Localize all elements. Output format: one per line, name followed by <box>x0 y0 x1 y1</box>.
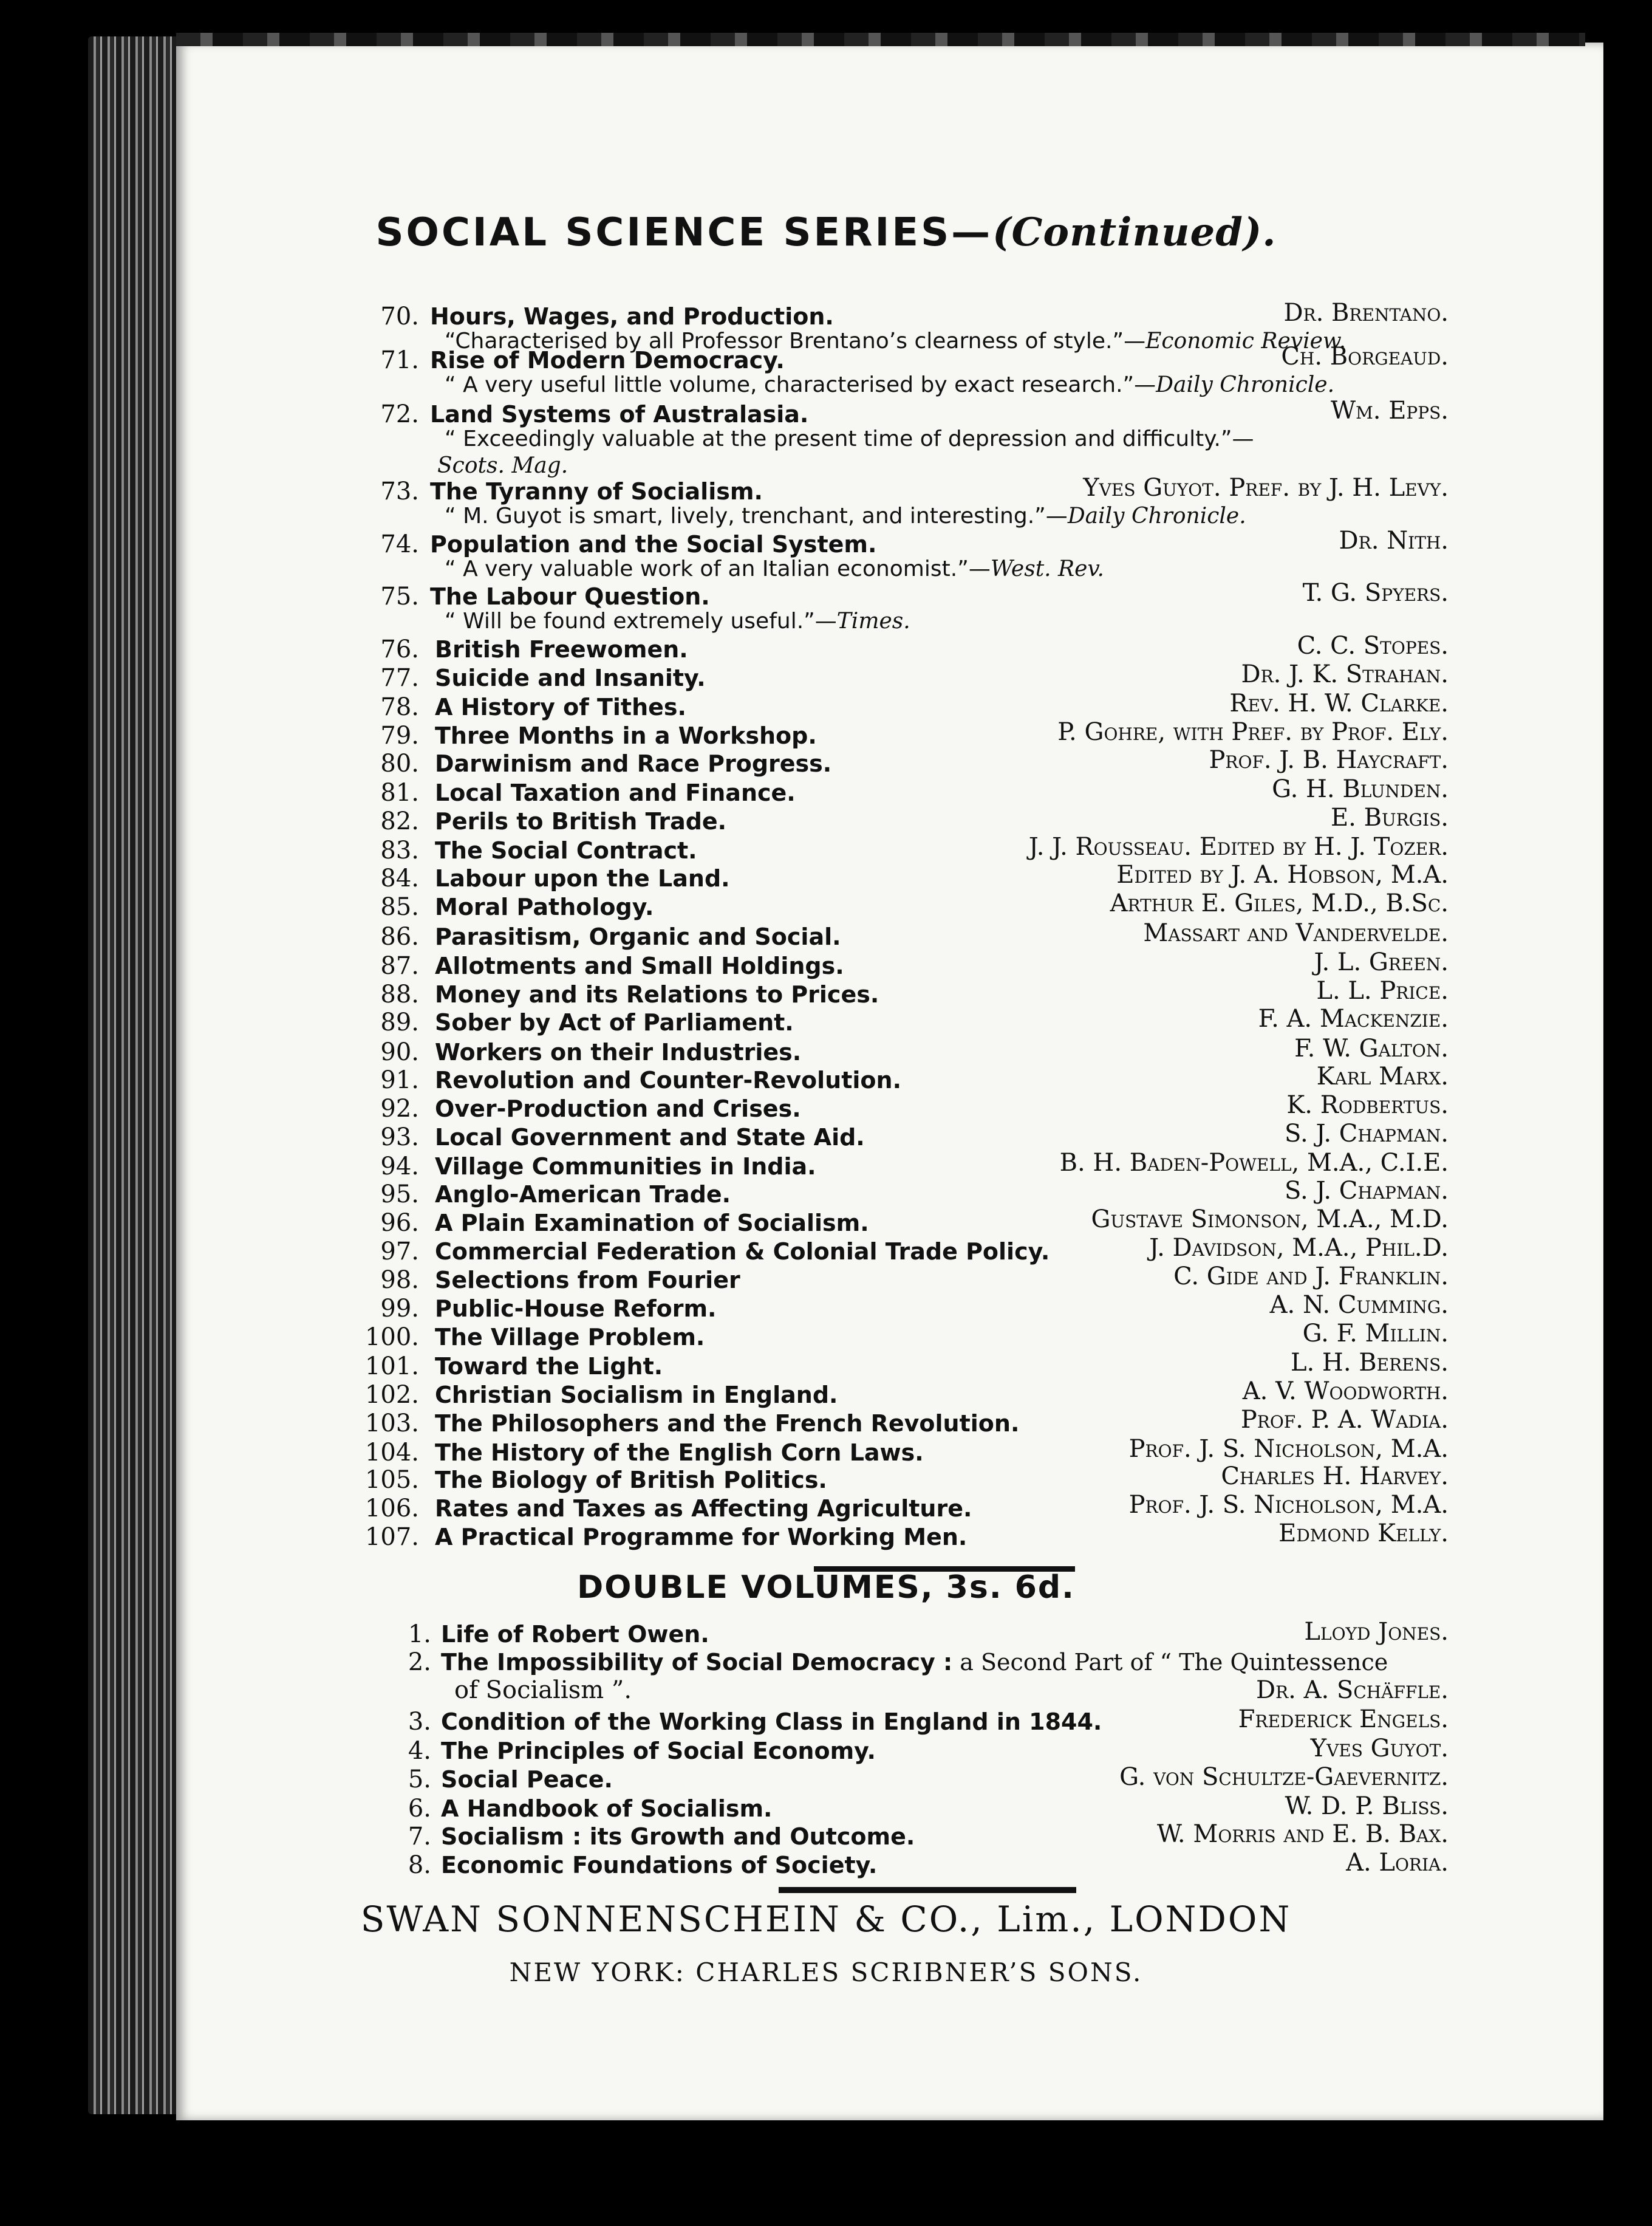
entry-title: The Village Problem. <box>435 1324 705 1351</box>
entry-number: 79. <box>380 722 419 750</box>
entry-author: Dr. Brentano. <box>1283 299 1449 327</box>
review-text: “ Will be found extremely useful.”— <box>445 609 837 634</box>
entry-title: Perils to British Trade. <box>435 808 727 835</box>
entry-title: The Tyranny of Socialism. <box>430 478 763 505</box>
entry-number: 96. <box>380 1209 419 1237</box>
double-volume-entry <box>0 1707 1652 1736</box>
review-source: Daily Chronicle. <box>1067 504 1246 529</box>
entry-author: G. H. Blunden. <box>1272 775 1449 803</box>
entry-title: Population and the Social System. <box>430 531 877 558</box>
entry-number: 98. <box>380 1266 419 1294</box>
entry-title: The Social Contract. <box>435 837 697 864</box>
double-volumes-heading: DOUBLE VOLUMES, 3s. 6d. <box>577 1569 1075 1606</box>
entry-title: Parasitism, Organic and Social. <box>435 923 841 950</box>
series-entry <box>0 889 1652 922</box>
entry-author: J. J. Rousseau. Edited by H. J. Tozer. <box>1028 833 1449 861</box>
series-entry <box>0 299 1652 354</box>
entry-title: Allotments and Small Holdings. <box>435 953 844 979</box>
entry-title <box>441 1794 773 1823</box>
publisher-rule <box>779 1887 1076 1893</box>
entry-author: Dr. A. Schäffle. <box>1256 1676 1449 1704</box>
entry-title: Local Taxation and Finance. <box>435 779 796 806</box>
entry-title <box>441 1707 1102 1736</box>
series-entry <box>0 746 1652 778</box>
entry-title: A Practical Programme for Working Men. <box>435 1524 968 1550</box>
entry-review <box>445 371 1334 399</box>
entry-author: Yves Guyot. Pref. by J. H. Levy. <box>1083 474 1449 502</box>
entry-title: British Freewomen. <box>435 636 688 663</box>
entry-number: 1. <box>408 1620 431 1648</box>
entry-number: 87. <box>380 952 419 980</box>
entry-title: Commercial Federation & Colonial Trade Policy. <box>435 1238 1050 1265</box>
entry-number: 81. <box>380 779 419 807</box>
entry-title <box>441 1648 1388 1677</box>
review-source <box>437 452 568 480</box>
entry-number: 101. <box>364 1352 419 1380</box>
entry-number: 5. <box>408 1765 431 1793</box>
entry-author: Charles H. Harvey. <box>1221 1462 1449 1490</box>
review-source-text: Scots. Mag. <box>437 453 568 478</box>
entry-title: Workers on their Industries. <box>435 1039 802 1066</box>
series-heading-continued: (Continued). <box>992 210 1277 255</box>
entry-author: Frederick Engels. <box>1238 1705 1449 1733</box>
entry-title-text: Condition of the Working Class in England in 1844. <box>441 1708 1102 1735</box>
entry-number: 93. <box>380 1123 419 1151</box>
publisher-name: SWAN SONNENSCHEIN & CO., Lim., LONDON <box>360 1899 1292 1940</box>
entry-author: Massart and Vandervelde. <box>1143 919 1449 947</box>
entry-title <box>441 1851 877 1880</box>
entry-number: 89. <box>380 1009 419 1036</box>
entry-number: 77. <box>380 664 419 692</box>
entry-number: 99. <box>380 1295 419 1323</box>
entry-author: Edited by J. A. Hobson, M.A. <box>1116 861 1449 889</box>
entry-title <box>441 1620 709 1649</box>
series-heading-title: SOCIAL SCIENCE SERIES— <box>375 210 993 255</box>
series-entry <box>0 397 1652 478</box>
entry-title: Darwinism and Race Progress. <box>435 750 832 777</box>
double-volume-entry <box>0 1736 1652 1765</box>
entry-number: 6. <box>408 1795 431 1823</box>
double-volume-entry <box>0 1648 1652 1704</box>
entry-number: 82. <box>380 807 419 835</box>
entry-title: Hours, Wages, and Production. <box>430 303 834 330</box>
entry-author: F. A. Mackenzie. <box>1258 1005 1449 1033</box>
entry-author: B. H. Baden-Powell, M.A., C.I.E. <box>1059 1149 1449 1177</box>
entry-title: The History of the English Corn Laws. <box>435 1439 924 1466</box>
entry-number: 90. <box>380 1038 419 1066</box>
entry-number: 76. <box>380 635 419 663</box>
entry-number: 83. <box>380 837 419 865</box>
entry-title: Toward the Light. <box>435 1353 663 1380</box>
publisher-new-york: NEW YORK: CHARLES SCRIBNER’S SONS. <box>509 1957 1143 1987</box>
entry-title: Anglo-American Trade. <box>435 1181 731 1208</box>
double-volume-entry <box>0 1822 1652 1851</box>
entry-number: 74. <box>380 530 419 558</box>
entry-number: 73. <box>380 478 419 505</box>
entry-author: Karl Marx. <box>1316 1063 1449 1091</box>
series-entry <box>0 804 1652 836</box>
entry-title-text: The Principles of Social Economy. <box>441 1738 876 1764</box>
entry-title: The Philosophers and the French Revolution. <box>435 1410 1020 1437</box>
entry-title <box>441 1765 613 1794</box>
entry-title: Labour upon the Land. <box>435 865 730 892</box>
entry-number: 71. <box>380 346 419 374</box>
entry-number: 91. <box>380 1066 419 1094</box>
entry-number: 107. <box>364 1523 419 1551</box>
entry-number: 105. <box>364 1466 419 1494</box>
entry-title: A Plain Examination of Socialism. <box>435 1210 869 1236</box>
double-volume-entry <box>0 1620 1652 1649</box>
series-entry <box>0 527 1652 581</box>
entry-title: Money and its Relations to Prices. <box>435 981 879 1008</box>
entry-number: 95. <box>380 1180 419 1208</box>
entry-title-text: A Handbook of Socialism. <box>441 1795 773 1822</box>
entry-author: Gustave Simonson, M.A., M.D. <box>1091 1205 1449 1233</box>
entry-title-text: The Impossibility of Social Democracy : <box>441 1649 953 1676</box>
entry-number: 85. <box>380 893 419 921</box>
series-heading <box>0 210 1652 255</box>
entry-author: Ch. Borgeaud. <box>1281 343 1449 371</box>
entry-title: Over-Production and Crises. <box>435 1095 801 1122</box>
review-text: “ A very useful little volume, characterised by exact research.”— <box>445 372 1156 397</box>
entry-author: F. W. Galton. <box>1294 1035 1449 1063</box>
double-volume-entry <box>0 1794 1652 1823</box>
entry-title: Selections from Fourier <box>435 1267 740 1293</box>
entry-author: Dr. J. K. Strahan. <box>1241 660 1449 688</box>
entry-title: Revolution and Counter-Revolution. <box>435 1067 902 1094</box>
entry-number: 102. <box>364 1381 419 1409</box>
entry-author: Yves Guyot. <box>1310 1735 1449 1762</box>
double-volume-entry <box>0 1851 1652 1880</box>
entry-number: 2. <box>408 1648 431 1676</box>
entry-author: J. Davidson, M.A., Phil.D. <box>1149 1234 1449 1262</box>
entry-number: 100. <box>364 1323 419 1351</box>
entry-title: Three Months in a Workshop. <box>435 722 817 749</box>
entry-number: 75. <box>380 583 419 611</box>
entry-review <box>445 425 1254 453</box>
entry-number: 7. <box>408 1823 431 1851</box>
entry-review <box>445 608 910 635</box>
review-source: West. Rev. <box>990 556 1104 581</box>
review-source: Daily Chronicle. <box>1156 372 1335 397</box>
entry-title-continuation: a Second Part of “ The Quintessence <box>952 1649 1388 1676</box>
entry-author: Prof. J. B. Haycraft. <box>1209 746 1449 774</box>
entry-author: T. G. Spyers. <box>1302 579 1449 607</box>
entry-number: 84. <box>380 865 419 892</box>
entry-title: Moral Pathology. <box>435 894 654 920</box>
entry-author: C. C. Stopes. <box>1297 632 1449 660</box>
entry-author: A. V. Woodworth. <box>1242 1377 1449 1405</box>
review-text: “ Exceedingly valuable at the present time of depression and difficulty.”— <box>445 426 1254 451</box>
review-source: Economic Review. <box>1145 329 1346 354</box>
entry-author: A. N. Cumming. <box>1269 1291 1449 1319</box>
entry-number: 70. <box>380 303 419 330</box>
series-entry <box>0 579 1652 634</box>
entry-author: Dr. Nith. <box>1339 527 1449 555</box>
entry-title: Local Government and State Aid. <box>435 1124 865 1151</box>
series-entry <box>0 1120 1652 1152</box>
entry-author: S. J. Chapman. <box>1285 1177 1449 1205</box>
entry-title: The Labour Question. <box>430 583 710 610</box>
entry-title: Rates and Taxes as Affecting Agriculture. <box>435 1495 972 1522</box>
series-entry <box>0 1406 1652 1438</box>
entry-author: K. Rodbertus. <box>1286 1091 1449 1119</box>
entry-title-text: Social Peace. <box>441 1766 613 1793</box>
entry-title-line2: of Socialism ”. <box>454 1676 632 1704</box>
entry-author: Prof. J. S. Nicholson, M.A. <box>1128 1435 1449 1463</box>
entry-number: 86. <box>380 923 419 951</box>
entry-title <box>441 1822 915 1851</box>
series-entry <box>0 1519 1652 1552</box>
entry-author: Lloyd Jones. <box>1304 1618 1449 1646</box>
entry-number: 104. <box>364 1439 419 1467</box>
entry-author: Rev. H. W. Clarke. <box>1229 690 1449 717</box>
entry-number: 80. <box>380 750 419 778</box>
double-volume-entry <box>0 1765 1652 1794</box>
entry-number: 88. <box>380 981 419 1009</box>
entry-author: Prof. J. S. Nicholson, M.A. <box>1128 1491 1449 1519</box>
entry-author: E. Burgis. <box>1330 804 1449 832</box>
entry-title <box>441 1736 876 1765</box>
review-text: “Characterised by all Professor Brentano’s clearness of style.”— <box>445 329 1146 354</box>
review-text: “ M. Guyot is smart, lively, trenchant, and interesting.”— <box>445 504 1068 529</box>
series-entry <box>0 1320 1652 1352</box>
entry-number: 3. <box>408 1708 431 1736</box>
entry-title: Suicide and Insanity. <box>435 665 706 691</box>
entry-author: G. F. Millin. <box>1302 1320 1449 1348</box>
entry-title: Land Systems of Australasia. <box>430 401 809 428</box>
entry-title: A History of Tithes. <box>435 694 686 721</box>
series-entry <box>0 660 1652 693</box>
entry-author: S. J. Chapman. <box>1285 1120 1449 1148</box>
entry-author: Prof. P. A. Wadia. <box>1240 1406 1449 1434</box>
review-source: Times. <box>836 609 910 634</box>
entry-author: W. Morris and E. B. Bax. <box>1156 1820 1449 1848</box>
entry-author: L. H. Berens. <box>1290 1349 1449 1377</box>
entry-author: W. D. P. Bliss. <box>1285 1792 1449 1820</box>
entry-title: Village Communities in India. <box>435 1153 816 1180</box>
entry-title: The Biology of British Politics. <box>435 1467 827 1493</box>
entry-title: Public-House Reform. <box>435 1295 717 1322</box>
entry-author: Arthur E. Giles, M.D., B.Sc. <box>1110 889 1449 917</box>
entry-title-text: Economic Foundations of Society. <box>441 1852 878 1878</box>
series-entry <box>0 919 1652 951</box>
entry-author: J. L. Green. <box>1314 948 1449 976</box>
entry-author: P. Gohre, with Pref. by Prof. Ely. <box>1057 718 1449 746</box>
entry-number: 78. <box>380 693 419 721</box>
page-top-border <box>176 33 1585 46</box>
entry-number: 94. <box>380 1152 419 1180</box>
entry-number: 8. <box>408 1851 431 1879</box>
entry-review <box>445 502 1246 530</box>
series-entry <box>0 1005 1652 1037</box>
entry-author: L. L. Price. <box>1316 977 1449 1005</box>
entry-number: 103. <box>364 1409 419 1437</box>
entry-number: 92. <box>380 1095 419 1123</box>
entry-title-text: Socialism : its Growth and Outcome. <box>441 1823 915 1850</box>
entry-review <box>445 555 1104 583</box>
entry-title-text: Life of Robert Owen. <box>441 1621 709 1648</box>
entry-author: C. Gide and J. Franklin. <box>1173 1262 1449 1290</box>
entry-title: Christian Socialism in England. <box>435 1382 838 1408</box>
entry-number: 72. <box>380 400 419 428</box>
entry-number: 106. <box>364 1495 419 1522</box>
entry-title: Rise of Modern Democracy. <box>430 347 785 374</box>
series-entry <box>0 474 1652 529</box>
entry-author: Edmond Kelly. <box>1278 1519 1449 1547</box>
entry-author: G. von Schultze-Gaevernitz. <box>1119 1763 1449 1791</box>
entry-author: Wm. Epps. <box>1331 397 1449 425</box>
series-entry <box>0 343 1652 397</box>
entry-title: Sober by Act of Parliament. <box>435 1009 794 1036</box>
entry-author: A. Loria. <box>1346 1849 1449 1877</box>
entry-number: 97. <box>380 1238 419 1265</box>
review-text: “ A very valuable work of an Italian economist.”— <box>445 556 991 581</box>
entry-number: 4. <box>408 1737 431 1765</box>
